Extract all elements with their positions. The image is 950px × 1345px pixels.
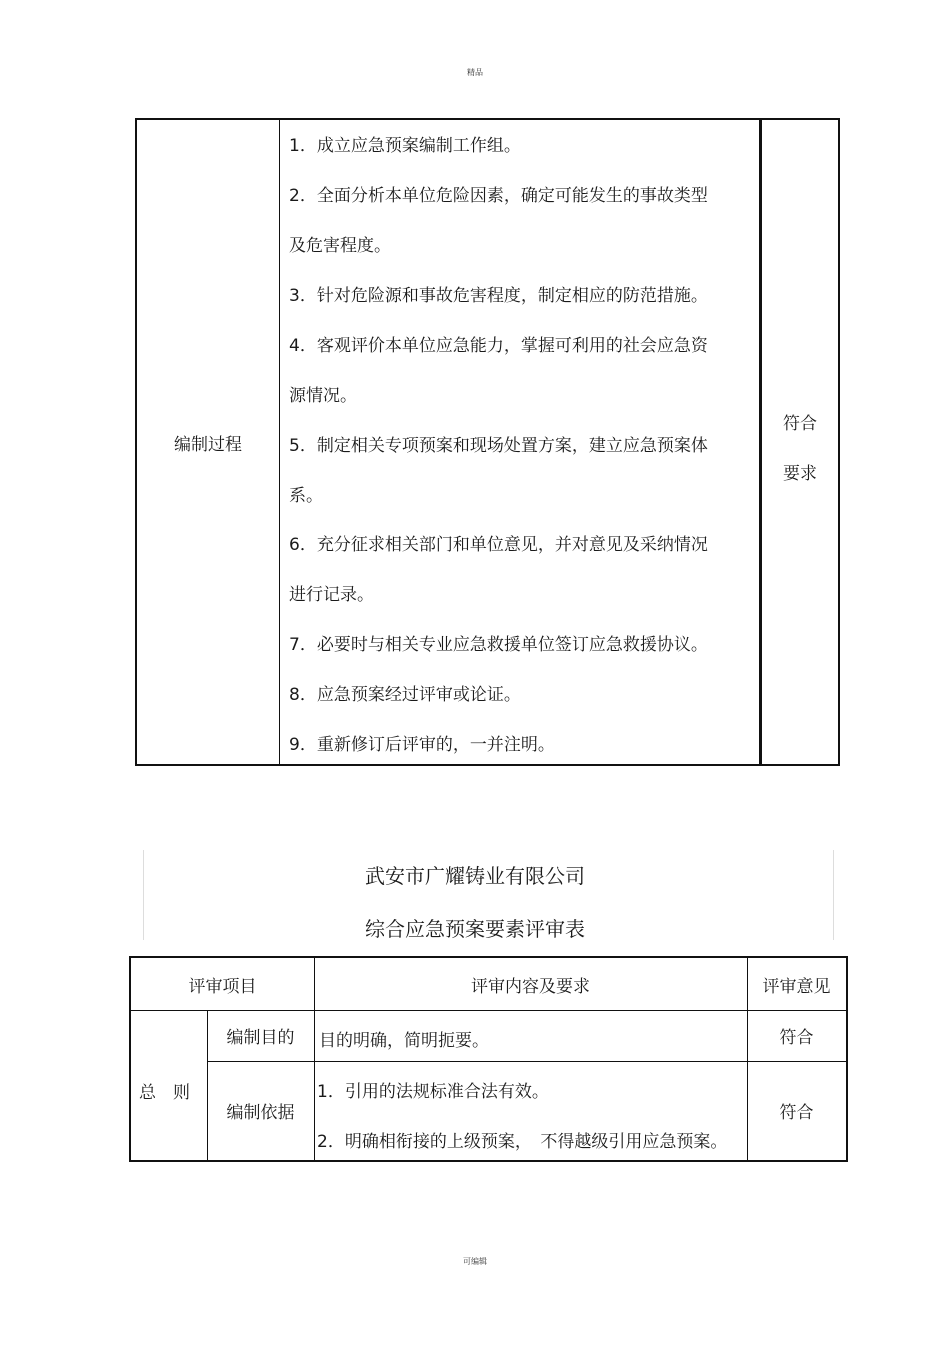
process-line: 9．重新修订后评审的，一并注明。 bbox=[289, 735, 555, 755]
section-label: 总 则 bbox=[139, 1083, 190, 1103]
process-label: 编制过程 bbox=[137, 120, 280, 764]
row-content: 1．引用的法规标准合法有效。 bbox=[317, 1082, 549, 1102]
result-line: 符合 bbox=[783, 414, 817, 434]
process-line: 及危害程度。 bbox=[289, 236, 391, 256]
process-table bbox=[135, 118, 840, 766]
page-footer: 可编辑 bbox=[463, 1257, 487, 1266]
header-item: 评审项目 bbox=[188, 976, 257, 997]
row-opinion: 符合 bbox=[779, 1028, 814, 1048]
page-header: 精品 bbox=[467, 68, 483, 77]
header-content: 评审内容及要求 bbox=[471, 976, 590, 997]
process-line: 4．客观评价本单位应急能力，掌握可利用的社会应急资 bbox=[289, 336, 708, 356]
process-line: 1．成立应急预案编制工作组。 bbox=[289, 136, 521, 156]
row-opinion: 符合 bbox=[779, 1103, 814, 1123]
process-line: 系。 bbox=[289, 486, 323, 506]
process-line: 6．充分征求相关部门和单位意见，并对意见及采纳情况 bbox=[289, 535, 708, 555]
process-line: 7．必要时与相关专业应急救援单位签订应急救援协议。 bbox=[289, 635, 708, 655]
process-line: 源情况。 bbox=[289, 386, 357, 406]
form-title: 综合应急预案要素评审表 bbox=[365, 917, 585, 941]
result-line: 要求 bbox=[783, 464, 817, 484]
row-content: 2．明确相衔接的上级预案， 不得越级引用应急预案。 bbox=[317, 1132, 728, 1152]
process-line: 进行记录。 bbox=[289, 585, 374, 605]
row-item: 编制目的 bbox=[226, 1028, 295, 1048]
process-line: 2．全面分析本单位危险因素，确定可能发生的事故类型 bbox=[289, 186, 708, 206]
process-line: 5．制定相关专项预案和现场处置方案，建立应急预案体 bbox=[289, 436, 708, 456]
process-line: 3．针对危险源和事故危害程度，制定相应的防范措施。 bbox=[289, 286, 708, 306]
process-content bbox=[280, 120, 760, 764]
process-result bbox=[760, 120, 838, 764]
row-item: 编制依据 bbox=[226, 1103, 295, 1123]
process-line: 8．应急预案经过评审或论证。 bbox=[289, 685, 521, 705]
review-table bbox=[129, 956, 848, 1162]
company-title: 武安市广耀铸业有限公司 bbox=[365, 864, 585, 888]
header-opinion: 评审意见 bbox=[762, 976, 831, 997]
row-content: 目的明确，简明扼要。 bbox=[319, 1031, 489, 1051]
